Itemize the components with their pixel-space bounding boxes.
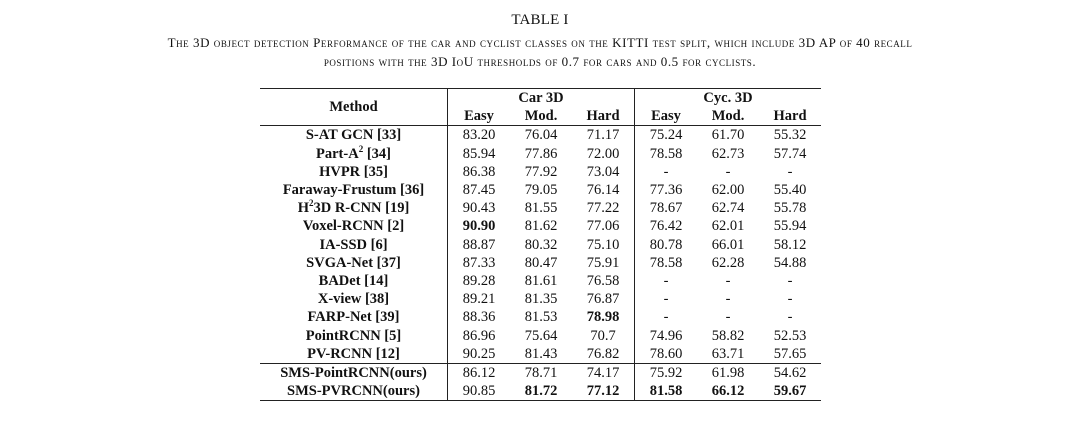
row-value: 55.78 xyxy=(773,200,807,217)
row-method: SMS-PointRCNN(ours) xyxy=(260,363,448,382)
row-value: 77.12 xyxy=(572,382,635,401)
row-value: - xyxy=(725,163,731,180)
row-method-superscript: 2 xyxy=(308,198,314,209)
row-value: - xyxy=(725,291,731,308)
row-method xyxy=(260,145,448,163)
row-value: 89.21 xyxy=(462,291,496,308)
row-value: - xyxy=(663,272,669,289)
row-value: 76.82 xyxy=(572,345,635,364)
row-value: 66.01 xyxy=(711,236,745,253)
row-value: 72.00 xyxy=(572,145,635,163)
row-value: 86.12 xyxy=(448,363,511,382)
row-value: 71.17 xyxy=(572,126,635,145)
row-method-text: [34] xyxy=(363,145,391,162)
row-value: 66.12 xyxy=(697,382,759,401)
row-value: 81.55 xyxy=(524,200,558,217)
row-method-text: H xyxy=(297,200,309,217)
row-value: 73.04 xyxy=(572,163,635,181)
row-value: 52.53 xyxy=(773,327,807,344)
row-value: 81.53 xyxy=(524,309,558,326)
row-value: 86.38 xyxy=(462,163,496,180)
row-value: 77.92 xyxy=(524,163,558,180)
row-value: 76.14 xyxy=(572,181,635,199)
row-value: 80.47 xyxy=(524,254,558,271)
row-value: 78.58 xyxy=(649,145,683,162)
row-value: 76.58 xyxy=(572,272,635,290)
header-col-car-easy: Easy xyxy=(464,108,494,125)
table-row xyxy=(260,326,821,344)
table-body xyxy=(260,126,821,401)
row-value: 81.43 xyxy=(524,345,558,362)
row-value: 57.74 xyxy=(773,145,807,162)
row-value: 78.60 xyxy=(649,345,683,362)
row-method: Voxel-RCNN [2] xyxy=(260,217,448,235)
row-value: 70.7 xyxy=(572,326,635,344)
row-value: 75.92 xyxy=(635,363,698,382)
table-row xyxy=(260,236,821,254)
row-value: 87.33 xyxy=(462,254,496,271)
row-value: 55.40 xyxy=(773,182,807,199)
row-value: 86.96 xyxy=(462,327,496,344)
row-value: 78.71 xyxy=(510,363,572,382)
table-caption xyxy=(20,33,1060,71)
row-value: 77.36 xyxy=(649,182,683,199)
row-value: 79.05 xyxy=(524,182,558,199)
row-value: - xyxy=(787,309,793,326)
header-row-groups xyxy=(260,89,821,108)
row-value: 78.58 xyxy=(649,254,683,271)
row-value: 76.87 xyxy=(572,290,635,308)
row-method-text: Part-A xyxy=(316,145,359,162)
row-value: 62.73 xyxy=(711,145,745,162)
row-value: 76.42 xyxy=(649,218,683,235)
row-method: FARP-Net [39] xyxy=(260,308,448,326)
row-value: 90.85 xyxy=(448,382,511,401)
table-row xyxy=(260,181,821,199)
row-value: - xyxy=(787,163,793,180)
row-value: 62.00 xyxy=(711,182,745,199)
row-method: PointRCNN [5] xyxy=(260,326,448,344)
row-value: 81.35 xyxy=(524,291,558,308)
row-value: 57.65 xyxy=(773,345,807,362)
table-row xyxy=(260,199,821,217)
row-value: 78.67 xyxy=(649,200,683,217)
row-value: 81.62 xyxy=(524,218,558,235)
table-row xyxy=(260,363,821,382)
row-value: 75.10 xyxy=(572,236,635,254)
row-value: 81.72 xyxy=(510,382,572,401)
row-value: 55.32 xyxy=(759,126,821,145)
row-value: - xyxy=(663,163,669,180)
table-row xyxy=(260,308,821,326)
row-value: 80.78 xyxy=(649,236,683,253)
row-method: BADet [14] xyxy=(260,272,448,290)
header-col-car-mod: Mod. xyxy=(524,108,558,125)
table-row xyxy=(260,163,821,181)
header-col-car-hard: Hard xyxy=(572,107,635,126)
row-value: 62.74 xyxy=(711,200,745,217)
row-method: S-AT GCN [33] xyxy=(260,126,448,145)
results-table xyxy=(260,88,821,401)
row-value: 75.64 xyxy=(524,327,558,344)
header-method: Method xyxy=(260,89,448,126)
row-value: - xyxy=(787,291,793,308)
row-value: 61.98 xyxy=(697,363,759,382)
row-value: 74.17 xyxy=(572,363,635,382)
row-value: 88.36 xyxy=(462,309,496,326)
row-method: X-view [38] xyxy=(260,290,448,308)
row-method: IA-SSD [6] xyxy=(260,236,448,254)
caption-line-1: The 3D object detection Performance of the car and cyclist classes on the KITTI test split, which include 3D AP of 40 recall xyxy=(167,35,913,50)
row-value: 54.88 xyxy=(773,254,807,271)
row-value: 54.62 xyxy=(759,363,821,382)
row-value: 61.70 xyxy=(697,126,759,145)
row-value: 81.61 xyxy=(524,272,558,289)
row-value: - xyxy=(725,272,731,289)
table-row xyxy=(260,345,821,364)
header-cyc-group: Cyc. 3D xyxy=(635,89,822,108)
row-value: 77.22 xyxy=(572,199,635,217)
caption-line-2: positions with the 3D IoU thresholds of 0.7 for cars and 0.5 for cyclists. xyxy=(323,54,757,69)
row-value: 62.28 xyxy=(711,254,745,271)
row-value: 90.43 xyxy=(462,200,496,217)
row-value: 75.91 xyxy=(572,254,635,272)
row-value: 80.32 xyxy=(524,236,558,253)
header-car-group: Car 3D xyxy=(448,89,635,108)
row-method: SMS-PVRCNN(ours) xyxy=(260,382,448,401)
row-value: 77.86 xyxy=(524,145,558,162)
table-row xyxy=(260,272,821,290)
row-value: 85.94 xyxy=(462,145,496,162)
row-value: 83.20 xyxy=(448,126,511,145)
row-method: Faraway-Frustum [36] xyxy=(260,181,448,199)
row-value: 77.06 xyxy=(572,217,635,235)
row-value: 74.96 xyxy=(649,327,683,344)
row-method-text: 3D R-CNN [19] xyxy=(313,200,410,217)
table-row xyxy=(260,290,821,308)
row-method xyxy=(260,199,448,217)
row-value: - xyxy=(663,309,669,326)
row-method: SVGA-Net [37] xyxy=(260,254,448,272)
row-value: 58.82 xyxy=(711,327,745,344)
row-value: 76.04 xyxy=(510,126,572,145)
row-value: - xyxy=(725,309,731,326)
row-value: 63.71 xyxy=(711,345,745,362)
header-col-cyc-easy: Easy xyxy=(651,108,681,125)
header-col-cyc-mod: Mod. xyxy=(711,108,745,125)
row-value: 75.24 xyxy=(635,126,698,145)
row-value: 59.67 xyxy=(759,382,821,401)
table-row xyxy=(260,254,821,272)
row-value: 78.98 xyxy=(572,308,635,326)
row-value: 88.87 xyxy=(462,236,496,253)
table-row xyxy=(260,382,821,401)
row-value: - xyxy=(787,272,793,289)
row-value: 89.28 xyxy=(462,272,496,289)
table-label: TABLE I xyxy=(511,12,569,28)
row-value: 58.12 xyxy=(773,236,807,253)
row-method: HVPR [35] xyxy=(260,163,448,181)
row-value: 87.45 xyxy=(462,182,496,199)
row-method-superscript: 2 xyxy=(358,143,364,154)
row-value: - xyxy=(663,291,669,308)
row-method: PV-RCNN [12] xyxy=(260,345,448,364)
table-row xyxy=(260,217,821,235)
table-row xyxy=(260,126,821,145)
row-value: 55.94 xyxy=(773,218,807,235)
table-row xyxy=(260,145,821,163)
row-value: 90.90 xyxy=(462,218,496,235)
row-value: 90.25 xyxy=(462,345,496,362)
row-value: 81.58 xyxy=(635,382,698,401)
row-value: 62.01 xyxy=(711,218,745,235)
header-col-cyc-hard: Hard xyxy=(773,108,807,125)
